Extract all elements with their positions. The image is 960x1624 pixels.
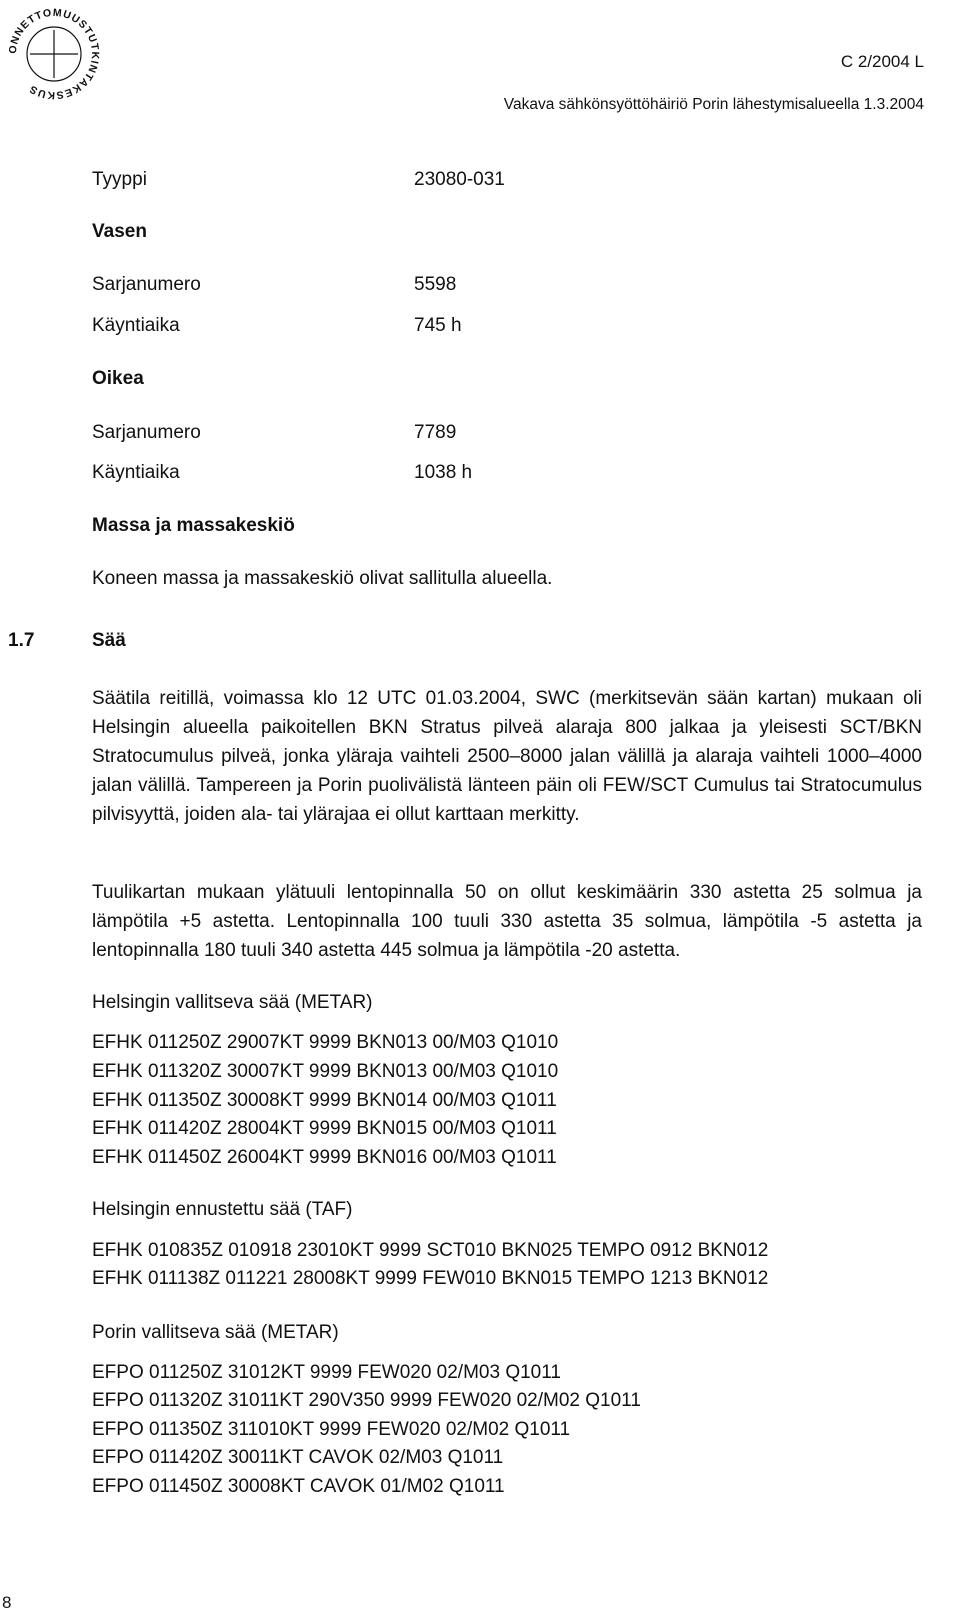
document-title: Vakava sähkönsyöttöhäiriö Porin lähestymisalueella 1.3.2004	[503, 96, 924, 113]
left-serial-value: 5598	[414, 274, 457, 295]
right-hours-value: 1038 h	[414, 462, 473, 483]
metar-line: EFPO 011350Z 311010KT 9999 FEW020 02/M02 Q1011	[92, 1419, 571, 1440]
right-serial-value: 7789	[414, 422, 457, 443]
taf-line: EFHK 011138Z 011221 28008KT 9999 FEW010 BKN015 TEMPO 1213 BKN012	[92, 1268, 769, 1289]
metar-line: EFPO 011420Z 30011KT CAVOK 02/M03 Q1011	[92, 1447, 504, 1468]
metar-line: EFHK 011350Z 30008KT 9999 BKN014 00/M03 Q1011	[92, 1090, 557, 1111]
helsinki-metar-heading: Helsingin vallitseva sää (METAR)	[92, 992, 373, 1013]
metar-line: EFHK 011450Z 26004KT 9999 BKN016 00/M03 Q1011	[92, 1147, 557, 1168]
metar-line: EFHK 011320Z 30007KT 9999 BKN013 00/M03 Q1010	[92, 1061, 559, 1082]
metar-line: EFHK 011250Z 29007KT 9999 BKN013 00/M03 Q1010	[92, 1032, 559, 1053]
left-engine-heading: Vasen	[92, 221, 147, 242]
left-serial-label: Sarjanumero	[92, 274, 201, 295]
right-engine-heading: Oikea	[92, 368, 144, 389]
mass-heading: Massa ja massakeskiö	[92, 515, 295, 536]
weather-paragraph-2: Tuulikartan mukaan ylätuuli lentopinnalla 50 on ollut keskimäärin 330 astetta 25 solmua ja lämpötila +5 astetta. Lentopinnalla 100 tuuli 330 astetta 35 solmua, lämpötila -5 astetta ja lentopinnalla 180 tuuli 340 astetta 445 solmua ja lämpötila -20 astetta.	[92, 882, 922, 961]
metar-line: EFPO 011250Z 31012KT 9999 FEW020 02/M03 Q1011	[92, 1362, 561, 1383]
section-number: 1.7	[8, 630, 35, 651]
mass-text: Koneen massa ja massakeskiö olivat sallitulla alueella.	[92, 568, 553, 589]
left-hours-value: 745 h	[414, 315, 462, 336]
section-title: Sää	[92, 630, 126, 651]
engine-type-value: 23080-031	[414, 169, 505, 190]
svg-text:ONNETTOMUUSTUTKINTAKESKUS: ONNETTOMUUSTUTKINTAKESKUS	[6, 6, 102, 102]
right-hours-label: Käyntiaika	[92, 462, 180, 483]
metar-line: EFPO 011320Z 31011KT 290V350 9999 FEW020 02/M02 Q1011	[92, 1390, 641, 1411]
agency-logo-seal	[4, 4, 104, 104]
helsinki-taf-heading: Helsingin ennustettu sää (TAF)	[92, 1199, 353, 1220]
metar-line: EFPO 011450Z 30008KT CAVOK 01/M02 Q1011	[92, 1476, 505, 1497]
document-code: C 2/2004 L	[840, 52, 924, 71]
engine-type-label: Tyyppi	[92, 169, 147, 190]
page-number: 8	[2, 1593, 12, 1612]
left-hours-label: Käyntiaika	[92, 315, 180, 336]
pori-metar-heading: Porin vallitseva sää (METAR)	[92, 1322, 339, 1343]
taf-line: EFHK 010835Z 010918 23010KT 9999 SCT010 BKN025 TEMPO 0912 BKN012	[92, 1240, 769, 1261]
metar-line: EFHK 011420Z 28004KT 9999 BKN015 00/M03 Q1011	[92, 1118, 557, 1139]
weather-paragraph-1: Säätila reitillä, voimassa klo 12 UTC 01.03.2004, SWC (merkitsevän sään kartan) mukaan oli Helsingin alueella paikoitellen BKN Stratus pilveä alaraja 800 jalkaa ja yleisesti SCT/BKN Stratocumulus pilveä, jonka yläraja vaihteli 2500–8000 jalan välillä ja alaraja vaihteli 1000–4000 jalan välillä. Tampereen ja Porin puolivälistä länteen päin oli FEW/SCT Cumulus tai Stratocumulus pilvisyyttä, joiden ala- tai ylärajaa ei ollut karttaan merkitty.	[92, 688, 922, 825]
right-serial-label: Sarjanumero	[92, 422, 201, 443]
